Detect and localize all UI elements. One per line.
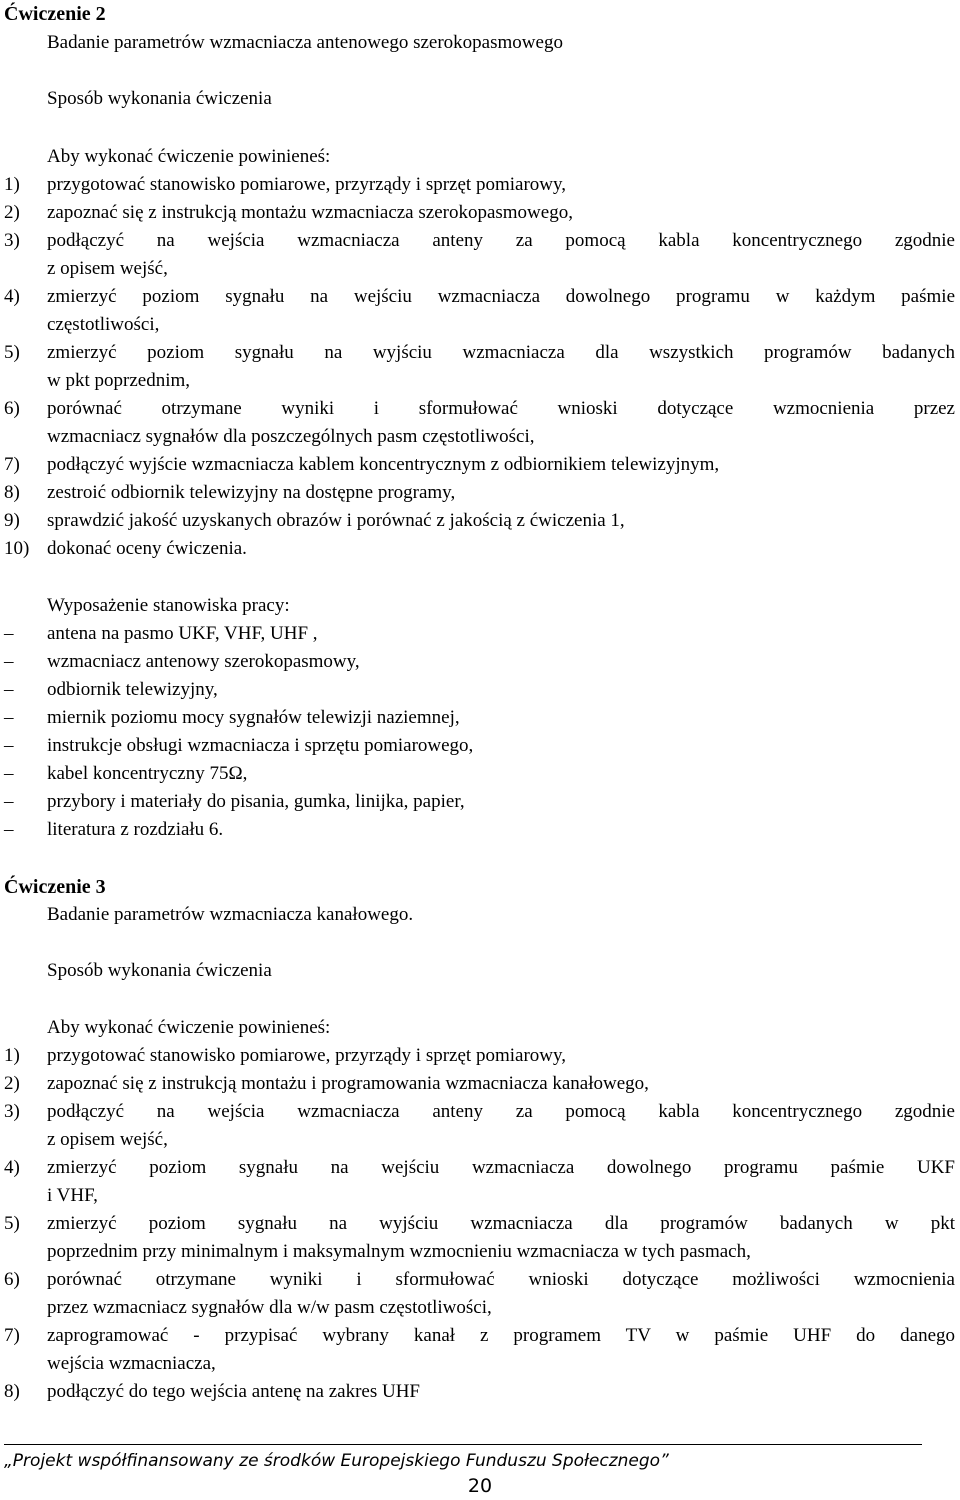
list-text: podłączyć wyjście wzmacniacza kablem koncentrycznym z odbiornikiem telewizyjnym, xyxy=(47,454,720,475)
list-item-continuation xyxy=(0,1126,960,1154)
list-item-continuation xyxy=(0,1238,960,1266)
exercise-2-heading: Ćwiczenie 2 xyxy=(4,3,106,25)
list-item-continuation xyxy=(0,1182,960,1210)
list-number: 10) xyxy=(4,538,30,559)
list-text: zaprogramować - przypisać wybrany kanał z programem TV w paśmie UHF do danego xyxy=(47,1325,955,1346)
list-number: 5) xyxy=(4,1213,20,1234)
equipment-item xyxy=(0,648,960,676)
list-item xyxy=(0,535,960,563)
list-text: zmierzyć poziom sygnału na wejściu wzmacniacza dowolnego programu w każdym paśmie xyxy=(47,286,955,307)
list-item-continuation xyxy=(0,367,960,395)
list-text: przygotować stanowisko pomiarowe, przyrządy i sprzęt pomiarowy, xyxy=(47,1045,567,1066)
exercise-2-intro: Aby wykonać ćwiczenie powinieneś: xyxy=(47,146,331,167)
equipment-text: instrukcje obsługi wzmacniacza i sprzętu pomiarowego, xyxy=(47,735,474,756)
list-number: 6) xyxy=(4,398,20,419)
list-item xyxy=(0,339,960,367)
list-number: 1) xyxy=(4,1045,20,1066)
list-item xyxy=(0,1378,960,1406)
dash-bullet-icon: – xyxy=(4,763,14,784)
list-number: 8) xyxy=(4,482,20,503)
list-text: zmierzyć poziom sygnału na wejściu wzmacniacza dowolnego programu paśmie UKF xyxy=(47,1157,955,1178)
list-item xyxy=(0,171,960,199)
list-text: z opisem wejść, xyxy=(47,1129,168,1150)
list-number: 8) xyxy=(4,1381,20,1402)
list-item xyxy=(0,507,960,535)
list-text: podłączyć na wejścia wzmacniacza anteny za pomocą kabla koncentrycznego zgodnie xyxy=(47,1101,955,1122)
footer-text: „Projekt współfinansowany ze środków Europejskiego Funduszu Społecznego” xyxy=(4,1451,669,1471)
list-text: podłączyć do tego wejścia antenę na zakres UHF xyxy=(47,1381,420,1402)
list-number: 7) xyxy=(4,454,20,475)
list-number: 2) xyxy=(4,202,20,223)
list-item xyxy=(0,395,960,423)
exercise-3-intro: Aby wykonać ćwiczenie powinieneś: xyxy=(47,1017,331,1038)
dash-bullet-icon: – xyxy=(4,791,14,812)
list-number: 3) xyxy=(4,230,20,251)
list-item xyxy=(0,479,960,507)
equipment-item xyxy=(0,760,960,788)
list-text: wzmacniacz sygnałów dla poszczególnych pasm częstotliwości, xyxy=(47,426,535,447)
list-item-continuation xyxy=(0,255,960,283)
list-text: zestroić odbiornik telewizyjny na dostępne programy, xyxy=(47,482,456,503)
equipment-item xyxy=(0,816,960,844)
dash-bullet-icon: – xyxy=(4,623,14,644)
page-number: 20 xyxy=(467,1475,493,1497)
list-number: 7) xyxy=(4,1325,20,1346)
exercise-3-method-heading: Sposób wykonania ćwiczenia xyxy=(47,960,272,981)
equipment-item xyxy=(0,788,960,816)
list-number: 4) xyxy=(4,1157,20,1178)
list-number: 2) xyxy=(4,1073,20,1094)
exercise-3-subtitle: Badanie parametrów wzmacniacza kanałowego. xyxy=(47,904,414,925)
equipment-text: przybory i materiały do pisania, gumka, linijka, papier, xyxy=(47,791,465,812)
list-item xyxy=(0,1322,960,1350)
list-number: 3) xyxy=(4,1101,20,1122)
dash-bullet-icon: – xyxy=(4,679,14,700)
exercise-2-method-heading: Sposób wykonania ćwiczenia xyxy=(47,88,272,109)
list-text: zapoznać się z instrukcją montażu wzmacniacza szerokopasmowego, xyxy=(47,202,573,223)
equipment-item xyxy=(0,732,960,760)
list-item-continuation xyxy=(0,423,960,451)
list-text: przez wzmacniacz sygnałów dla w/w pasm częstotliwości, xyxy=(47,1297,492,1318)
equipment-heading: Wyposażenie stanowiska pracy: xyxy=(47,595,290,616)
list-text: w pkt poprzednim, xyxy=(47,370,191,391)
list-number: 6) xyxy=(4,1269,20,1290)
dash-bullet-icon: – xyxy=(4,819,14,840)
list-item-continuation xyxy=(0,311,960,339)
exercise-2-subtitle: Badanie parametrów wzmacniacza antenowego szerokopasmowego xyxy=(47,32,563,53)
list-text: zmierzyć poziom sygnału na wyjściu wzmacniacza dla wszystkich programów badanych xyxy=(47,342,955,363)
list-text: porównać otrzymane wyniki i sformułować wnioski dotyczące wzmocnienia przez xyxy=(47,398,955,419)
list-text: częstotliwości, xyxy=(47,314,160,335)
equipment-text: wzmacniacz antenowy szerokopasmowy, xyxy=(47,651,360,672)
dash-bullet-icon: – xyxy=(4,735,14,756)
list-item xyxy=(0,451,960,479)
list-item xyxy=(0,283,960,311)
list-item-continuation xyxy=(0,1294,960,1322)
list-number: 5) xyxy=(4,342,20,363)
list-item xyxy=(0,1266,960,1294)
list-item xyxy=(0,227,960,255)
dash-bullet-icon: – xyxy=(4,651,14,672)
exercise-3-heading: Ćwiczenie 3 xyxy=(4,876,106,898)
list-item xyxy=(0,1098,960,1126)
list-text: poprzednim przy minimalnym i maksymalnym wzmocnieniu wzmacniacza w tych pasmach, xyxy=(47,1241,751,1262)
equipment-item xyxy=(0,676,960,704)
list-text: wejścia wzmacniacza, xyxy=(47,1353,216,1374)
equipment-item xyxy=(0,620,960,648)
list-text: podłączyć na wejścia wzmacniacza anteny za pomocą kabla koncentrycznego zgodnie xyxy=(47,230,955,251)
list-number: 4) xyxy=(4,286,20,307)
dash-bullet-icon: – xyxy=(4,707,14,728)
equipment-item xyxy=(0,704,960,732)
list-item-continuation xyxy=(0,1350,960,1378)
list-text: dokonać oceny ćwiczenia. xyxy=(47,538,247,559)
list-text: zapoznać się z instrukcją montażu i programowania wzmacniacza kanałowego, xyxy=(47,1073,649,1094)
equipment-text: kabel koncentryczny 75Ω, xyxy=(47,763,248,784)
list-item xyxy=(0,1154,960,1182)
list-text: i VHF, xyxy=(47,1185,98,1206)
equipment-text: miernik poziomu mocy sygnałów telewizji naziemnej, xyxy=(47,707,460,728)
list-number: 9) xyxy=(4,510,20,531)
list-item xyxy=(0,1070,960,1098)
list-item xyxy=(0,199,960,227)
list-text: porównać otrzymane wyniki i sformułować wnioski dotyczące możliwości wzmocnienia xyxy=(47,1269,955,1290)
list-text: z opisem wejść, xyxy=(47,258,168,279)
equipment-text: odbiornik telewizyjny, xyxy=(47,679,218,700)
list-number: 1) xyxy=(4,174,20,195)
list-item xyxy=(0,1042,960,1070)
footer-divider xyxy=(4,1444,922,1445)
list-item xyxy=(0,1210,960,1238)
list-text: zmierzyć poziom sygnału na wyjściu wzmacniacza dla programów badanych w pkt xyxy=(47,1213,955,1234)
list-text: przygotować stanowisko pomiarowe, przyrządy i sprzęt pomiarowy, xyxy=(47,174,567,195)
equipment-text: literatura z rozdziału 6. xyxy=(47,819,224,840)
list-text: sprawdzić jakość uzyskanych obrazów i porównać z jakością z ćwiczenia 1, xyxy=(47,510,625,531)
equipment-text: antena na pasmo UKF, VHF, UHF , xyxy=(47,623,318,644)
